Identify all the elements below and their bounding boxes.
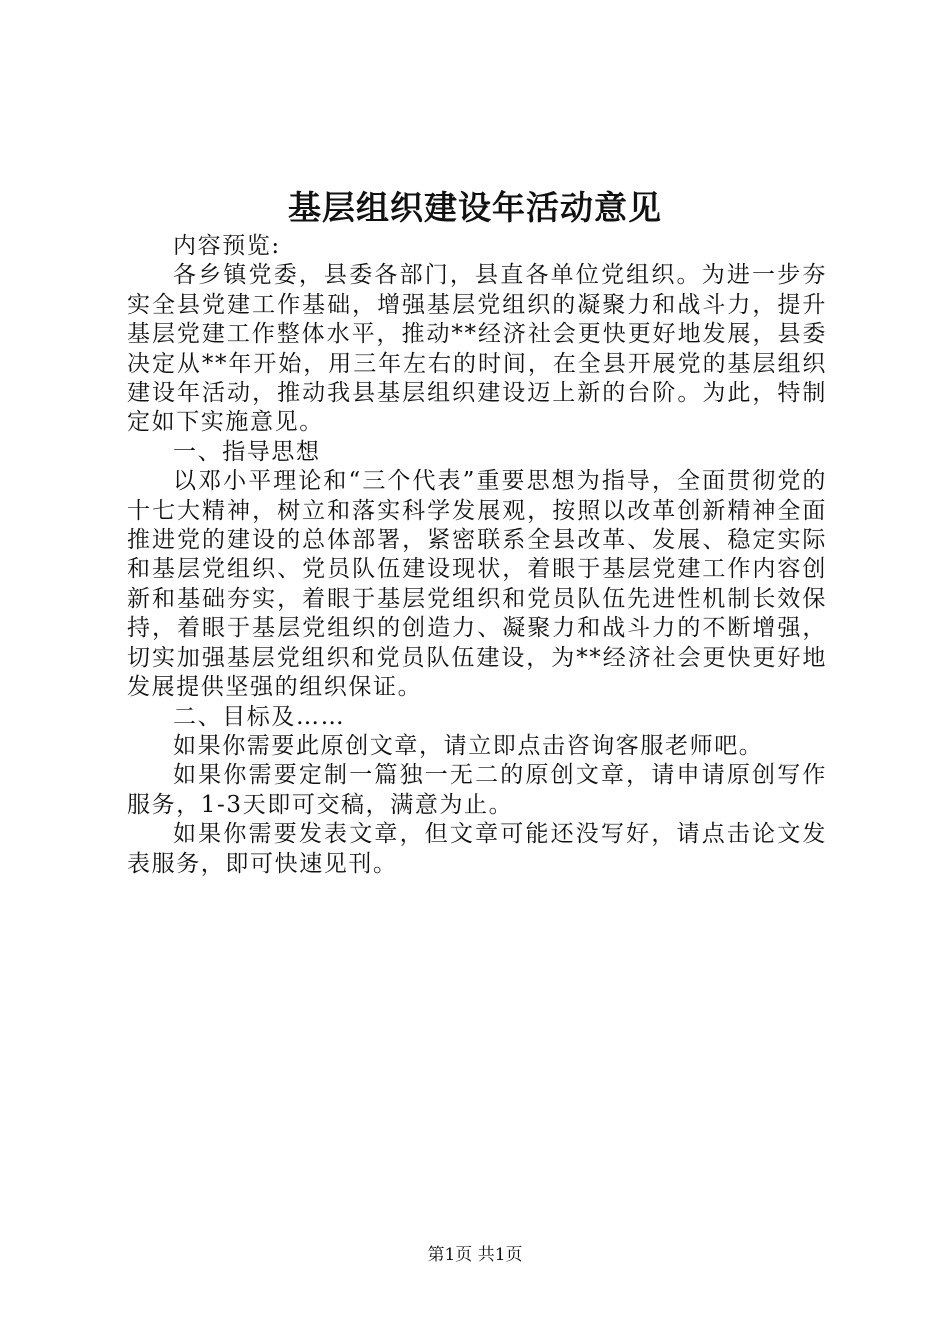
document-body bbox=[127, 232, 827, 879]
promo-consult-paragraph: 如果你需要此原创文章，请立即点击咨询客服老师吧。 bbox=[173, 732, 764, 759]
preview-label: 内容预览: bbox=[173, 233, 281, 259]
guiding-ideology-paragraph: 以邓小平理论和“三个代表”重要思想为指导，全面贯彻党的十七大精神，树立和落实科学发展观，按照以改革创新精神全面推进党的建设的总体部署，紧密联系全县改革、发展、稳定实际和基层党组织、党员队伍建设现状，着眼于基层党建工作内容创新和基础夯实，着眼于基层党组织和党员队伍先进性机制长效保持，着眼于基层党组织的创造力、凝聚力和战斗力的不断增强，切实加强基层党组织和党员队伍建设，为**经济社会更快更好地发展提供坚强的组织保证。 bbox=[127, 468, 827, 701]
section-heading-guiding-ideology: 一、指导思想 bbox=[173, 438, 321, 465]
document-title: 基层组织建设年活动意见 bbox=[288, 188, 662, 227]
section-heading-goals: 二、目标及…… bbox=[173, 703, 346, 730]
promo-publish-paragraph: 如果你需要发表文章，但文章可能还没写好，请点击论文发表服务，即可快速见刊。 bbox=[127, 821, 827, 877]
promo-custom-writing-paragraph: 如果你需要定制一篇独一无二的原创文章，请申请原创写作服务，1-3天即可交稿，满意为止。 bbox=[127, 762, 827, 818]
intro-paragraph: 各乡镇党委，县委各部门，县直各单位党组织。为进一步夯实全县党建工作基础，增强基层党组织的凝聚力和战斗力，提升基层党建工作整体水平，推动**经济社会更快更好地发展，县委决定从**年开始，用三年左右的时间，在全县开展党的基层组织建设年活动，推动我县基层组织建设迈上新的台阶。为此，特制定如下实施意见。 bbox=[127, 262, 827, 436]
page-footer: 第1页 共1页 bbox=[427, 1245, 523, 1265]
